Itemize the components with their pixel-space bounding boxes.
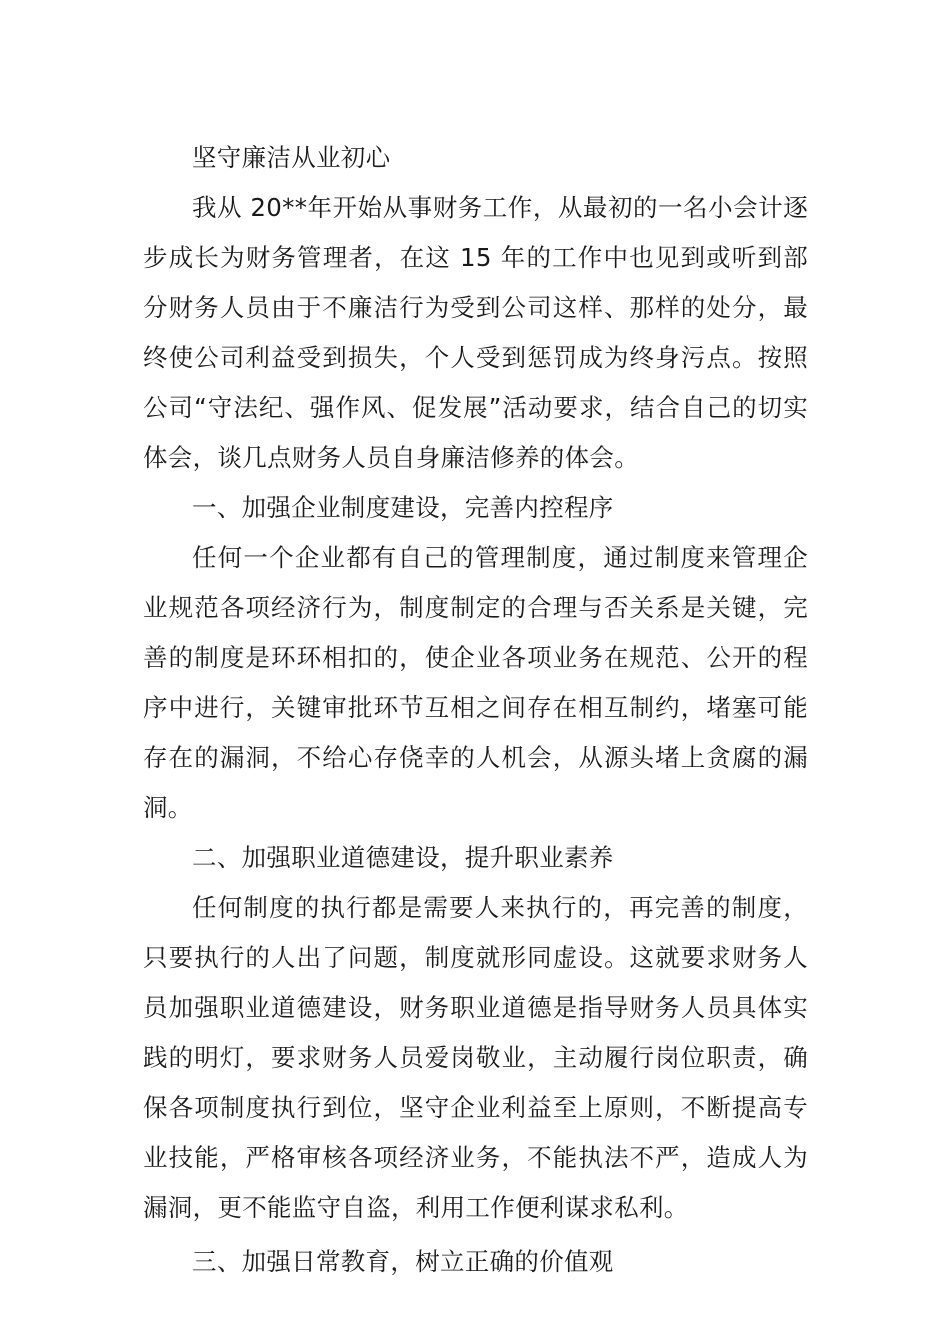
section-1-paragraph: 任何一个企业都有自己的管理制度，通过制度来管理企业规范各项经济行为，制度制定的合理与否关系是关键，完善的制度是环环相扣的，使企业各项业务在规范、公开的程序中进行，关键审批环节互相之间存在相互制约，堵塞可能存在的漏洞，不给心存侥幸的人机会，从源头堵上贪腐的漏洞。 xyxy=(143,543,808,822)
section-heading-1: 一、加强企业制度建设，完善内控程序 xyxy=(192,493,614,522)
intro-paragraph: 我从 20**年开始从事财务工作，从最初的一名小会计逐步成长为财务管理者，在这 15 年的工作中也见到或听到部分财务人员由于不廉洁行为受到公司这样、那样的处分，最终使公司利益受到损失，个人受到惩罚成为终身污点。按照公司“守法纪、强作风、促发展”活动要求，结合自己的切实体会，谈几点财务人员自身廉洁修养的体会。 xyxy=(143,193,808,472)
document-title: 坚守廉洁从业初心 xyxy=(192,143,391,172)
section-heading-2: 二、加强职业道德建设，提升职业素养 xyxy=(192,843,614,872)
document-body xyxy=(143,133,808,1287)
section-heading-3: 三、加强日常教育，树立正确的价值观 xyxy=(192,1247,614,1276)
section-2-paragraph: 任何制度的执行都是需要人来执行的，再完善的制度，只要执行的人出了问题，制度就形同虚设。这就要求财务人员加强职业道德建设，财务职业道德是指导财务人员具体实践的明灯，要求财务人员爱岗敬业，主动履行岗位职责，确保各项制度执行到位，坚守企业利益至上原则，不断提高专业技能，严格审核各项经济业务，不能执法不严，造成人为漏洞，更不能监守自盗，利用工作便利谋求私利。 xyxy=(143,893,808,1222)
